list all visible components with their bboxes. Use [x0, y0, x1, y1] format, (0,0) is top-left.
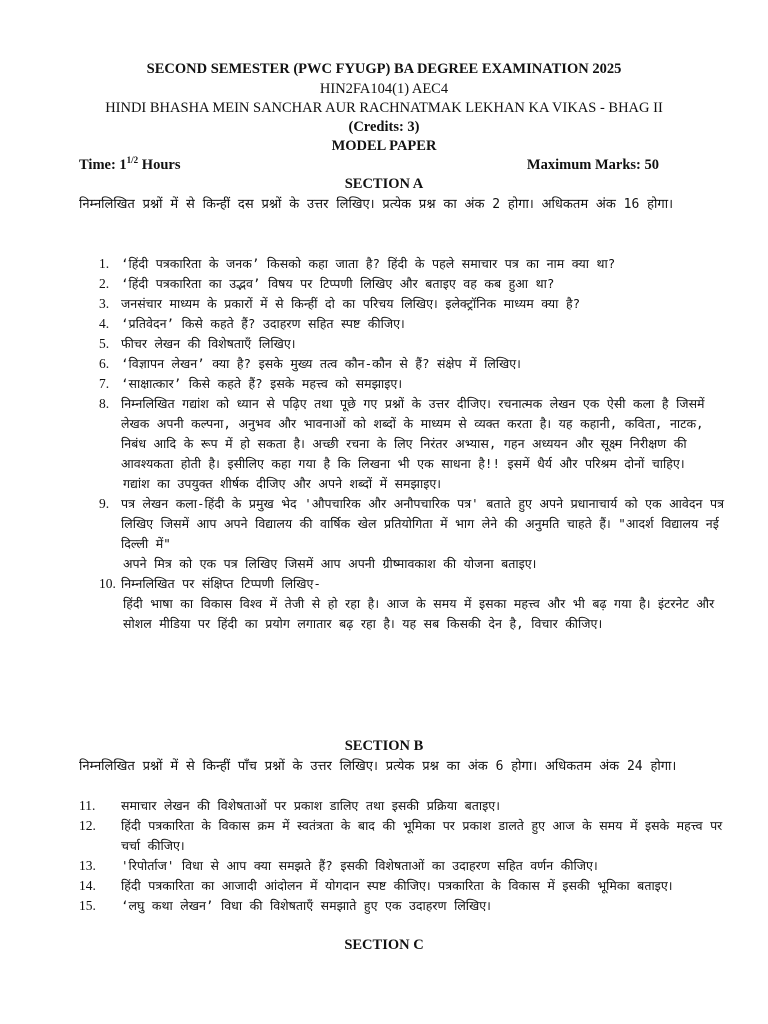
question-number: 12.: [79, 818, 96, 833]
question-item: [79, 796, 731, 816]
question-number: 5.: [99, 336, 110, 351]
question-item: [79, 494, 731, 574]
time-sup: 1/2: [126, 155, 139, 166]
question-text: हिंदी पत्रकारिता का आजादी आंदोलन में योगदान स्पष्ट कीजिए। पत्रकारिता के विकास में इसकी भूमिका बताइए।: [121, 878, 673, 893]
question-item: [79, 374, 731, 394]
question-number: 14.: [79, 878, 96, 893]
section-a-instructions: निम्नलिखित प्रश्नों में से किन्हीं दस प्रश्नों के उत्तर लिखिए। प्रत्येक प्रश्न का अंक 2 होगा। अधिकतम अंक 16 होगा।: [79, 197, 674, 212]
question-text: समाचार लेखन की विशेषताओं पर प्रकाश डालिए तथा इसकी प्रक्रिया बताइए।: [121, 798, 500, 813]
question-item: [79, 274, 731, 294]
question-text: जनसंचार माध्यम के प्रकारों में से किन्हीं दो का परिचय लिखिए। इलेक्ट्रॉनिक माध्यम क्या है?: [121, 296, 581, 311]
course-code: HIN2FA104(1) AEC4: [319, 81, 449, 97]
question-item: [79, 334, 731, 354]
credits: (Credits: 3): [348, 119, 420, 135]
question-item: [79, 816, 731, 856]
question-text: हिंदी पत्रकारिता के विकास क्रम में स्वतंत्रता के बाद की भूमिका पर प्रकाश डालते हुए आज के समय में इसके महत्त्व पर चर्चा कीजिए।: [121, 818, 723, 853]
question-text: फीचर लेखन की विशेषताएँ लिखिए।: [121, 336, 296, 351]
question-subtext: हिंदी भाषा का विकास विश्व में तेजी से हो रहा है। आज के समय में इसका महत्त्व और भी बढ़ गया है। इंटरनेट और सोशल मीडिया पर हिंदी का प्रयोग लगातार बढ़ रहा है। यह सब किसकी देन है, विचार कीजिए।: [123, 596, 715, 631]
question-subtext: गद्यांश का उपयुक्त शीर्षक दीजिए और अपने शब्दों में समझाइए।: [123, 476, 442, 491]
question-number: 6.: [99, 356, 110, 371]
question-number: 10.: [99, 576, 116, 591]
time-label: Time: 1: [79, 157, 127, 173]
question-number: 3.: [99, 296, 110, 311]
question-text: ‘हिंदी पत्रकारिता के जनक’ किसको कहा जाता है? हिंदी के पहले समाचार पत्र का नाम क्या था?: [121, 256, 616, 271]
paper-type: MODEL PAPER: [331, 138, 437, 154]
question-number: 4.: [99, 316, 110, 331]
question-text: ‘साक्षात्कार’ किसे कहते हैं? इसके महत्त्व को समझाइए।: [121, 376, 403, 391]
question-number: 1.: [99, 256, 110, 271]
course-title: HINDI BHASHA MEIN SANCHAR AUR RACHNATMAK LEKHAN KA VIKAS - BHAG II: [105, 100, 663, 116]
exam-title: SECOND SEMESTER (PWC FYUGP) BA DEGREE EXAMINATION 2025: [146, 61, 622, 77]
question-text: निम्नलिखित गद्यांश को ध्यान से पढ़िए तथा पूछे गए प्रश्नों के उत्तर दीजिए। रचनात्मक लेखन एक ऐसी कला है जिसमें लेखक अपनी कल्पना, अनुभव और भावनाओं को शब्दों के माध्यम से व्यक्त करता है। यह कहानी, कविता, नाटक, निबंध आदि के रूप में हो सकता है। अच्छी रचना के लिए निरंतर अभ्यास, गहन अध्ययन और सूक्ष्म निरीक्षण की आवश्यकता होती है। इसीलिए कहा गया है कि लिखना भी एक साधना है!! इसमें धैर्य और परिश्रम दोनों चाहिए।: [121, 396, 705, 471]
question-number: 8.: [99, 396, 110, 411]
section-b-questions: [79, 796, 731, 916]
section-a-heading: SECTION A: [344, 176, 424, 192]
section-b-heading: SECTION B: [344, 738, 424, 754]
question-text: पत्र लेखन कला-हिंदी के प्रमुख भेद 'औपचारिक और अनौपचारिक पत्र' बताते हुए अपने प्रधानाचार्य को एक आवेदन पत्र लिखिए जिसमें आप अपने विद्यालय की वार्षिक खेल प्रतियोगिता में भाग लेने की अनुमति चाहते हैं। "आदर्श विद्यालय नई दिल्ली में": [121, 496, 724, 551]
question-number: 11.: [79, 798, 96, 813]
question-text: ‘विज्ञापन लेखन’ क्या है? इसके मुख्य तत्व कौन-कौन से हैं? संक्षेप में लिखिए।: [121, 356, 521, 371]
question-number: 15.: [79, 898, 96, 913]
section-a-questions: [79, 254, 731, 634]
question-text: निम्नलिखित पर संक्षिप्त टिप्पणी लिखिए-: [121, 576, 321, 591]
question-text: ‘हिंदी पत्रकारिता का उद्भव’ विषय पर टिप्पणी लिखिए और बताइए वह कब हुआ था?: [121, 276, 555, 291]
question-number: 7.: [99, 376, 110, 391]
time-unit: Hours: [138, 157, 181, 173]
question-number: 9.: [99, 496, 110, 511]
max-marks: Maximum Marks: 50: [526, 157, 659, 173]
question-item: [79, 254, 731, 274]
question-subtext: अपने मित्र को एक पत्र लिखिए जिसमें आप अपनी ग्रीष्मावकाश की योजना बताइए।: [123, 556, 537, 571]
question-number: 2.: [99, 276, 110, 291]
question-item: [79, 856, 731, 876]
question-text: 'रिपोर्ताज' विधा से आप क्या समझते हैं? इसकी विशेषताओं का उदाहरण सहित वर्णन कीजिए।: [121, 858, 598, 873]
question-item: [79, 314, 731, 334]
question-item: [79, 354, 731, 374]
question-item: [79, 574, 731, 634]
section-c-heading: SECTION C: [344, 937, 424, 953]
question-number: 13.: [79, 858, 96, 873]
question-item: [79, 876, 731, 896]
question-text: ‘प्रतिवेदन’ किसे कहते हैं? उदाहरण सहित स्पष्ट कीजिए।: [121, 316, 405, 331]
question-item: [79, 394, 731, 494]
question-item: [79, 294, 731, 314]
section-b-instructions: निम्नलिखित प्रश्नों में से किन्हीं पाँच प्रश्नों के उत्तर लिखिए। प्रत्येक प्रश्न का अंक 6 होगा। अधिकतम अंक 24 होगा।: [79, 759, 677, 774]
question-text: ‘लघु कथा लेखन’ विधा की विशेषताएँ समझाते हुए एक उदाहरण लिखिए।: [121, 898, 491, 913]
question-item: [79, 896, 731, 916]
time-marks-row: [79, 157, 659, 174]
